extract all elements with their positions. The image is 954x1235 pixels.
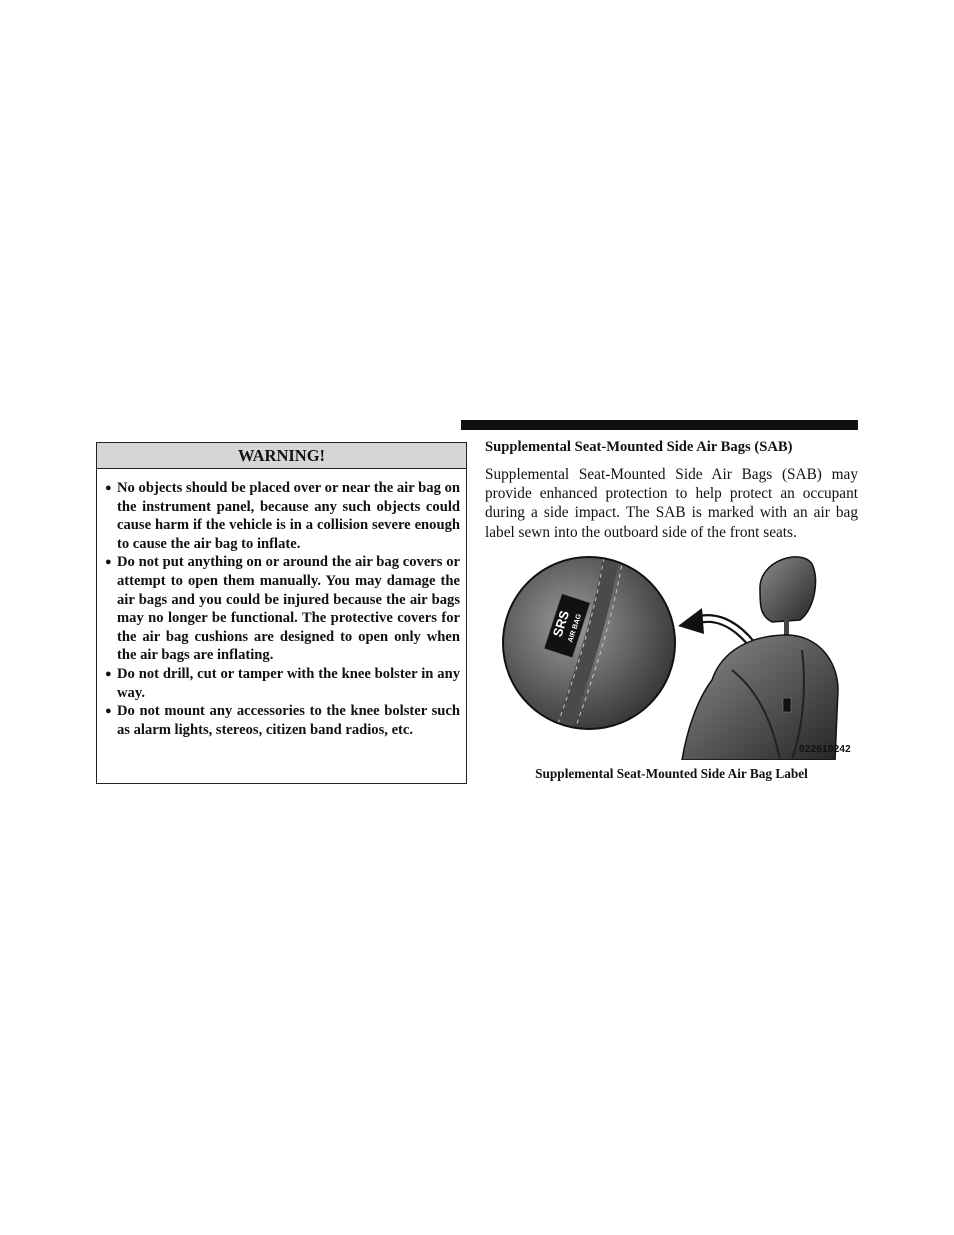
figure-caption: Supplemental Seat-Mounted Side Air Bag Label — [535, 766, 808, 781]
seat-airbag-illustration — [502, 550, 842, 760]
warning-list — [97, 469, 466, 739]
bullet-icon: ● — [105, 556, 112, 569]
bullet-icon: ● — [105, 705, 112, 718]
warning-item-text: Do not put anything on or around the air bag covers or attempt to open them manually. You may damage the air bags and you could be injured because the air bags may no longer be functional. The protective covers for the air bag cushions are designed to open only when the air bags are inflating. — [117, 554, 460, 664]
warning-item-text: No objects should be placed over or near the air bag on the instrument panel, because any such objects could cause harm if the vehicle is in a collision severe enough to cause the air bag to inflate. — [117, 480, 460, 552]
srs-label-text: SRS — [549, 608, 573, 639]
bullet-icon: ● — [105, 667, 112, 680]
warning-item — [105, 479, 460, 553]
seat-icon — [682, 557, 838, 760]
warning-item-text: Do not mount any accessories to the knee bolster such as alarm lights, stereos, citizen band radios, etc. — [117, 703, 460, 738]
warning-box — [96, 442, 467, 784]
bullet-icon: ● — [105, 482, 112, 494]
figure-code: 022610242 — [799, 744, 851, 755]
section-rule-bar — [461, 420, 858, 430]
section-heading: Supplemental Seat-Mounted Side Air Bags (SAB) — [485, 439, 793, 455]
zoom-detail-circle — [503, 550, 675, 760]
warning-item — [105, 702, 460, 739]
warning-item — [105, 665, 460, 702]
warning-item-text: Do not drill, cut or tamper with the knee bolster in any way. — [117, 665, 460, 701]
warning-item — [105, 553, 460, 665]
airbag-label-text: AIR BAG — [567, 613, 584, 644]
section-body: Supplemental Seat-Mounted Side Air Bags (SAB) may provide enhanced protection to help protect an occupant during a side impact. The SAB is marked with an air bag label sewn into the outboard side of the front seats. — [485, 466, 858, 541]
warning-title: WARNING! — [97, 443, 466, 469]
